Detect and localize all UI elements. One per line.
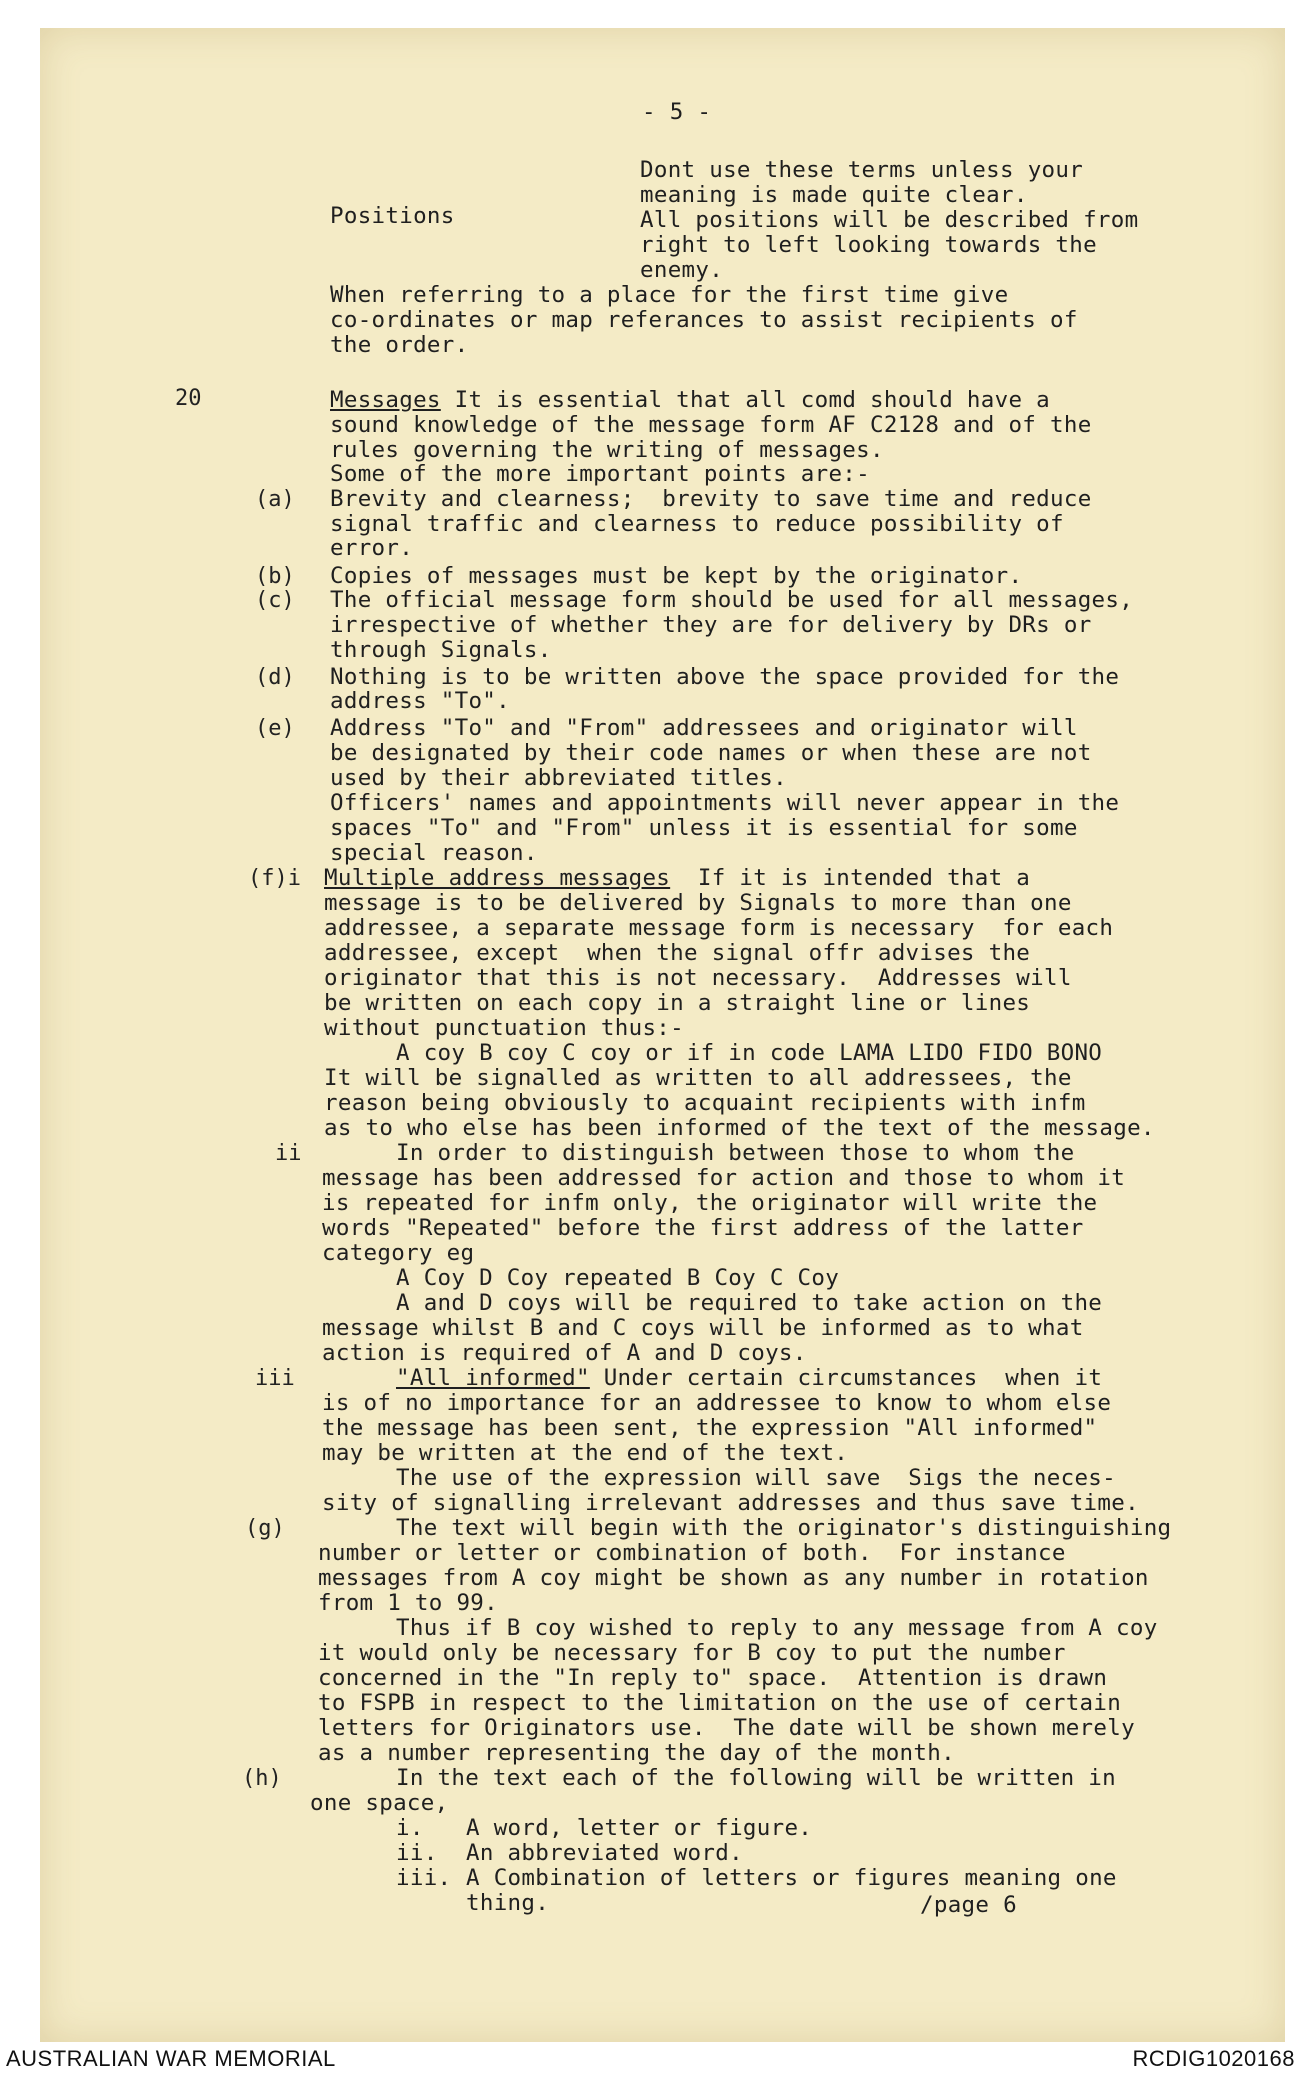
item-g-after: it would only be necessary for B coy to put the number bbox=[318, 1640, 1066, 1666]
item-e-line: special reason. bbox=[330, 840, 538, 866]
item-e-line: be designated by their code names or when these are not bbox=[330, 740, 1092, 766]
item-f-i-example: A coy B coy C coy or if in code LAMA LIDO FIDO BONO bbox=[396, 1040, 1103, 1066]
item-f-ii-first-line: In order to distinguish between those to whom the bbox=[396, 1140, 1075, 1166]
item-g-line: number or letter or combination of both. For instance bbox=[318, 1540, 1066, 1566]
item-f-iii-after: sity of signalling irrelevant addresses and thus save time. bbox=[322, 1490, 1139, 1516]
item-e-line: Officers' names and appointments will never appear in the bbox=[330, 790, 1120, 816]
item-d-line: address "To". bbox=[330, 688, 510, 714]
positions-line: right to left looking towards the bbox=[640, 232, 1097, 258]
item-c-line: through Signals. bbox=[330, 637, 552, 663]
f-iii-intro: Under certain circumstances when it bbox=[589, 1365, 1103, 1391]
page-continuation-ref: /page 6 bbox=[920, 1892, 1017, 1918]
subitem-label: iii. bbox=[396, 1865, 452, 1891]
multiple-address-heading: Multiple address messages bbox=[324, 865, 671, 891]
item-g-after: to FSPB in respect to the limitation on the use of certain bbox=[318, 1690, 1122, 1716]
item-f-ii-line: is repeated for infm only, the originator will write the bbox=[322, 1190, 1098, 1216]
item-label-d: (d) bbox=[255, 665, 295, 690]
item-f-ii-after: message whilst B and C coys will be informed as to what bbox=[322, 1315, 1084, 1341]
item-g-after: concerned in the "In reply to" space. Attention is drawn bbox=[318, 1665, 1108, 1691]
item-f-iii-line: the message has been sent, the expression "All informed" bbox=[322, 1415, 1098, 1441]
referring-line: When referring to a place for the first time give bbox=[330, 282, 1009, 308]
item-e-line: spaces "To" and "From" unless it is essential for some bbox=[330, 815, 1078, 841]
positions-line: enemy. bbox=[640, 257, 724, 283]
positions-line: All positions will be described from bbox=[640, 207, 1139, 233]
f-i-intro: If it is intended that a bbox=[670, 865, 1031, 891]
document-page bbox=[40, 28, 1285, 2042]
item-f-i-after: It will be signalled as written to all addressees, the bbox=[324, 1065, 1072, 1091]
item-f-i-after: as to who else has been informed of the text of the message. bbox=[324, 1115, 1155, 1141]
item-g-first-line: The text will begin with the originator's distinguishing bbox=[396, 1515, 1172, 1541]
item-f-ii-first-after: A and D coys will be required to take action on the bbox=[396, 1290, 1103, 1316]
item-f-ii-after: action is required of A and D coys. bbox=[322, 1340, 807, 1366]
item-label-f-ii: ii bbox=[275, 1141, 302, 1166]
item-f-i-line: addressee, except when the signal offr advises the bbox=[324, 940, 1031, 966]
item-h-line: one space, bbox=[310, 1790, 449, 1816]
messages-intro: It is essential that all comd should have a bbox=[440, 387, 1051, 413]
item-e-line: Address "To" and "From" addressees and originator will bbox=[330, 715, 1078, 741]
subitem-label: ii. bbox=[396, 1840, 438, 1866]
item-f-i-after: reason being obviously to acquaint recipients with infm bbox=[324, 1090, 1086, 1116]
item-f-i-line: without punctuation thus:- bbox=[324, 1015, 684, 1041]
subitem-text: An abbreviated word. bbox=[466, 1840, 743, 1866]
item-f-ii-line: message has been addressed for action and those to whom it bbox=[322, 1165, 1126, 1191]
continuation-line: meaning is made quite clear. bbox=[640, 182, 1028, 208]
item-c-line: The official message form should be used for all messages, bbox=[330, 587, 1134, 613]
referring-line: co-ordinates or map referances to assist recipients of bbox=[330, 307, 1078, 333]
page-number: - 5 - bbox=[642, 99, 712, 125]
subitem-text: A Combination of letters or figures meaning one bbox=[466, 1865, 1117, 1891]
item-label-g: (g) bbox=[245, 1516, 285, 1541]
item-f-i-line: message is to be delivered by Signals to more than one bbox=[324, 890, 1072, 916]
item-g-line: from 1 to 99. bbox=[318, 1590, 498, 1616]
referring-line: the order. bbox=[330, 332, 469, 358]
positions-heading: Positions bbox=[330, 203, 455, 229]
item-a-line: signal traffic and clearness to reduce possibility of bbox=[330, 511, 1064, 537]
item-d-line: Nothing is to be written above the space provided for the bbox=[330, 664, 1120, 690]
item-label-e: (e) bbox=[255, 716, 295, 741]
item-label-f-i: (f)i bbox=[248, 866, 301, 891]
messages-line: sound knowledge of the message form AF C2128 and of the bbox=[330, 412, 1092, 438]
item-f-i-line: be written on each copy in a straight line or lines bbox=[324, 990, 1031, 1016]
subitem-label: i. bbox=[396, 1815, 424, 1841]
subitem-continuation: thing. bbox=[466, 1890, 550, 1916]
subitem-text: A word, letter or figure. bbox=[466, 1815, 813, 1841]
item-a-line: error. bbox=[330, 535, 414, 561]
item-f-ii-line: category eg bbox=[322, 1240, 475, 1266]
item-f-iii-first-after: The use of the expression will save Sigs the neces- bbox=[396, 1465, 1116, 1491]
messages-heading: Messages bbox=[330, 387, 441, 413]
item-label-b: (b) bbox=[255, 564, 295, 589]
all-informed-heading: "All informed" bbox=[396, 1365, 590, 1391]
item-a-line: Brevity and clearness; brevity to save time and reduce bbox=[330, 486, 1092, 512]
item-f-ii-line: words "Repeated" before the first address of the latter bbox=[322, 1215, 1084, 1241]
item-g-first-after: Thus if B coy wished to reply to any message from A coy bbox=[396, 1615, 1158, 1641]
item-f-i-line: originator that this is not necessary. Addresses will bbox=[324, 965, 1072, 991]
item-f-iii-line: may be written at the end of the text. bbox=[322, 1440, 849, 1466]
item-h-first-line: In the text each of the following will be written in bbox=[396, 1765, 1116, 1791]
item-f-i-line: addressee, a separate message form is necessary for each bbox=[324, 915, 1114, 941]
item-label-h: (h) bbox=[242, 1766, 282, 1791]
item-label-a: (a) bbox=[255, 487, 295, 512]
messages-line: Some of the more important points are:- bbox=[330, 461, 870, 487]
footer-institution: AUSTRALIAN WAR MEMORIAL bbox=[6, 2046, 336, 2071]
item-label-f-iii: iii bbox=[255, 1366, 295, 1391]
item-c-line: irrespective of whether they are for delivery by DRs or bbox=[330, 612, 1092, 638]
item-g-after: letters for Originators use. The date will be shown merely bbox=[318, 1715, 1135, 1741]
item-g-line: messages from A coy might be shown as any number in rotation bbox=[318, 1565, 1149, 1591]
item-f-i-first-line bbox=[324, 866, 1030, 891]
messages-first-line bbox=[330, 388, 1050, 413]
item-f-ii-example: A Coy D Coy repeated B Coy C Coy bbox=[396, 1265, 840, 1291]
continuation-line: Dont use these terms unless your bbox=[640, 157, 1084, 183]
item-g-after: as a number representing the day of the month. bbox=[318, 1740, 955, 1766]
item-label-c: (c) bbox=[255, 588, 295, 613]
section-number: 20 bbox=[175, 386, 202, 411]
footer-record-id: RCDIG1020168 bbox=[1132, 2046, 1295, 2071]
messages-line: rules governing the writing of messages. bbox=[330, 437, 884, 463]
item-f-iii-first-line bbox=[396, 1366, 1102, 1391]
item-b-line: Copies of messages must be kept by the originator. bbox=[330, 563, 1023, 589]
item-e-line: used by their abbreviated titles. bbox=[330, 765, 787, 791]
item-f-iii-line: is of no importance for an addressee to know to whom else bbox=[322, 1390, 1112, 1416]
